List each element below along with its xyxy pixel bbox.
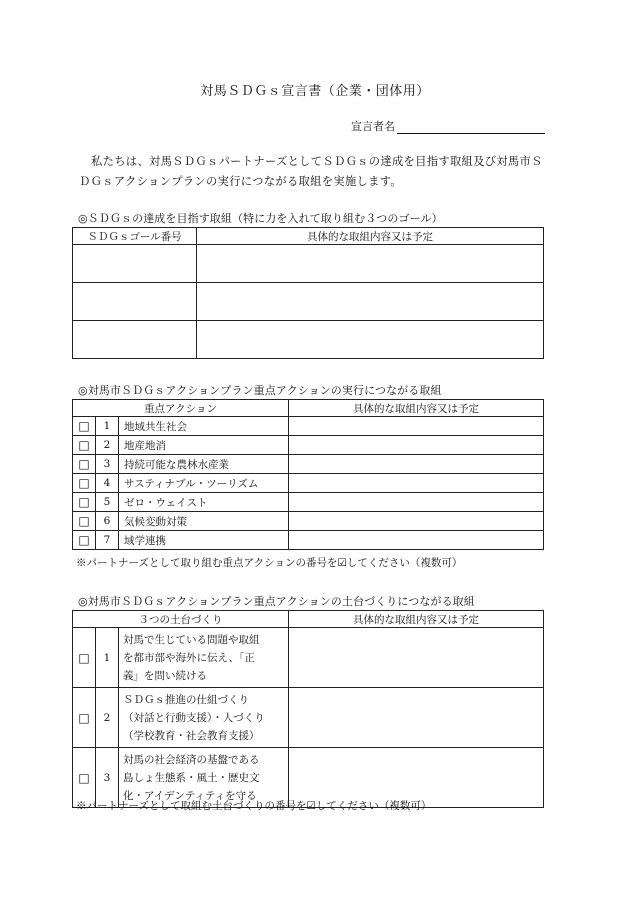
detail-cell[interactable] (289, 512, 544, 531)
detail-cell[interactable] (289, 531, 544, 550)
action-number: 4 (96, 474, 119, 493)
table-row (73, 436, 544, 455)
section2-heading: ◎対馬市ＳＤＧｓアクションプラン重点アクションの実行につながる取組 (78, 384, 442, 397)
foundation-line: 化・アイデンティティを守る (123, 789, 257, 802)
section1-heading: ◎ＳＤＧｓの達成を目指す取組（特に力を入れて取り組む３つのゴール） (78, 212, 443, 225)
table-row (73, 455, 544, 474)
table-row (73, 531, 544, 550)
action-number: 6 (96, 512, 119, 531)
table-row (73, 493, 544, 512)
action-checkbox[interactable]: □ (73, 531, 96, 550)
foundation-line: 島しょ生態系・風土・歴史文 (123, 771, 260, 784)
action-label: サスティナブル・ツーリズム (119, 474, 289, 493)
page-title: 対馬ＳＤＧｓ宣言書（企業・団体用） (200, 84, 430, 99)
foundation-line: （学校教育・社会教育支援） (123, 729, 260, 742)
foundation-number: 3 (96, 748, 119, 808)
action-number: 7 (96, 531, 119, 550)
goal-number-cell[interactable] (73, 245, 197, 283)
foundation-line: 対馬の社会経済の基盤である (123, 753, 260, 766)
foundation-line: ＳＤＧｓ推進の仕組づくり (123, 693, 249, 706)
table-row (73, 688, 544, 748)
foundation-label (119, 628, 289, 688)
foundation-line: 義」を問い続ける (123, 669, 207, 682)
action-checkbox[interactable]: □ (73, 512, 96, 531)
declarer-signature-line[interactable] (397, 121, 545, 134)
priority-actions-table (72, 399, 544, 550)
action-checkbox[interactable]: □ (73, 417, 96, 436)
foundations-table (72, 610, 544, 808)
detail-cell[interactable] (289, 493, 544, 512)
detail-cell[interactable] (197, 321, 544, 359)
action-number: 1 (96, 417, 119, 436)
foundation-number: 1 (96, 628, 119, 688)
detail-cell[interactable] (197, 245, 544, 283)
foundation-line: 対馬で生じている問題や取組 (123, 633, 260, 646)
foundation-label (119, 688, 289, 748)
declarer-label: 宣言者名 (351, 120, 395, 133)
goal-number-cell[interactable] (73, 283, 197, 321)
action-label: ゼロ・ウェイスト (119, 493, 289, 512)
action-checkbox[interactable]: □ (73, 455, 96, 474)
action-label: 域学連携 (119, 531, 289, 550)
declarer-field[interactable] (351, 118, 545, 134)
action-checkbox[interactable]: □ (73, 474, 96, 493)
intro-paragraph: 私たちは、対馬ＳＤＧｓパートナーズとしてＳＤＧｓの達成を目指す取組及び対馬市ＳＤＧｓアクションプランの実行につながる取組を実施します。 (79, 155, 543, 188)
section2-note: ※パートナーズとして取り組む重点アクションの番号を☑してください（複数可） (76, 557, 463, 569)
table-row (73, 628, 544, 688)
col-detail-header: 具体的な取組内容又は予定 (289, 611, 544, 628)
action-label: 持続可能な農林水産業 (119, 455, 289, 474)
table-row (73, 245, 544, 283)
action-number: 5 (96, 493, 119, 512)
action-number: 2 (96, 436, 119, 455)
foundation-checkbox[interactable]: □ (73, 688, 96, 748)
foundation-number: 2 (96, 688, 119, 748)
action-label: 地産地消 (119, 436, 289, 455)
action-label: 地域共生社会 (119, 417, 289, 436)
action-checkbox[interactable]: □ (73, 493, 96, 512)
table-row (73, 321, 544, 359)
foundation-checkbox[interactable]: □ (73, 748, 96, 808)
col-foundation-header: ３つの土台づくり (73, 611, 289, 628)
detail-cell[interactable] (197, 283, 544, 321)
detail-cell[interactable] (289, 417, 544, 436)
table-row (73, 417, 544, 436)
detail-cell[interactable] (289, 474, 544, 493)
col-detail-header: 具体的な取組内容又は予定 (289, 400, 544, 417)
col-detail-header: 具体的な取組内容又は予定 (197, 228, 544, 245)
table-row (73, 474, 544, 493)
section3-heading: ◎対馬市ＳＤＧｓアクションプラン重点アクションの土台づくりにつながる取組 (78, 595, 475, 608)
foundation-checkbox[interactable]: □ (73, 628, 96, 688)
col-action-header: 重点アクション (73, 400, 289, 417)
section3-note: ※パートナーズとして取組む土台づくりの番号を☑してください（複数可） (76, 800, 432, 812)
table-row (73, 283, 544, 321)
action-checkbox[interactable]: □ (73, 436, 96, 455)
action-number: 3 (96, 455, 119, 474)
table-row (73, 512, 544, 531)
foundation-line: （対話と行動支援）・人づくり (123, 711, 265, 724)
goal-number-cell[interactable] (73, 321, 197, 359)
detail-cell[interactable] (289, 628, 544, 688)
detail-cell[interactable] (289, 688, 544, 748)
sdg-goals-table (72, 227, 544, 359)
col-goal-number-header: ＳＤＧｓゴール番号 (73, 228, 197, 245)
detail-cell[interactable] (289, 436, 544, 455)
detail-cell[interactable] (289, 455, 544, 474)
action-label: 気候変動対策 (119, 512, 289, 531)
foundation-line: を都市部や海外に伝え、「正 (123, 651, 255, 664)
